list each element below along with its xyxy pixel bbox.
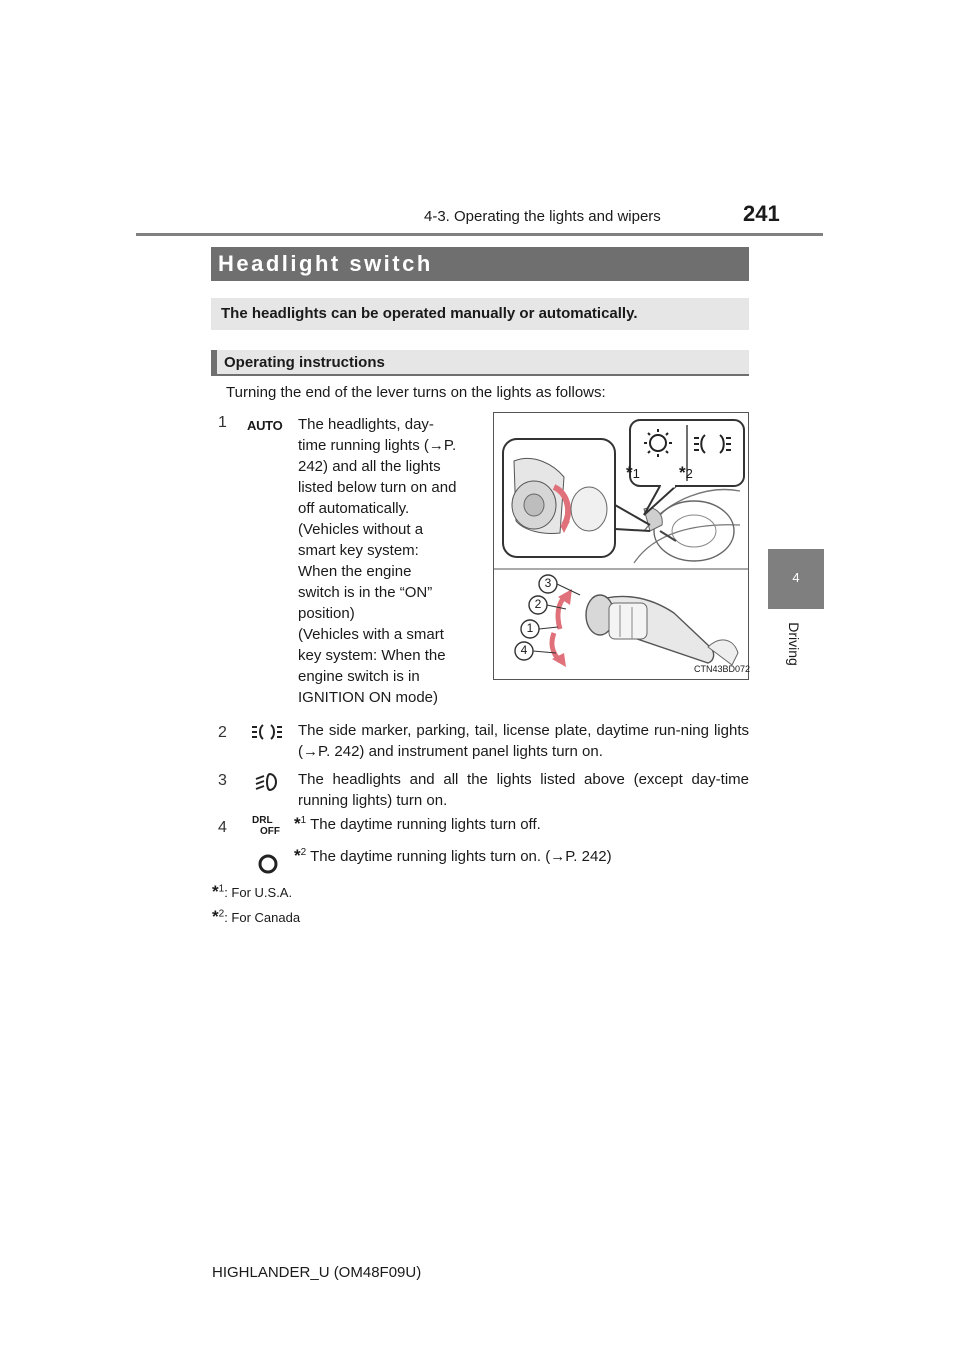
item-1-line: 242) and all the lights [298, 458, 441, 475]
position-label: 4 [520, 643, 528, 657]
item-1-line: time running lights (→P. [298, 437, 457, 454]
note-drl-off: *$^1$ The daytime running lights turn off. [294, 814, 541, 833]
intro-box [211, 298, 749, 330]
position-label: 1 [526, 621, 534, 635]
off-label: OFF [260, 826, 280, 837]
item-1-line: engine switch is in [298, 668, 420, 685]
headlight-icon [254, 771, 282, 798]
chapter-number: 4 [792, 570, 800, 585]
item-1-line: IGNITION ON mode) [298, 689, 439, 706]
item-1-text [298, 414, 478, 708]
position-label: 3 [544, 576, 552, 590]
chapter-tab [768, 549, 824, 609]
footnote-canada: *$^2$: For Canada [212, 907, 301, 926]
item-1-line: (Vehicles with a smart [298, 626, 444, 643]
note-drl-on: *$^2$ The daytime running lights turn on. (→P. 242) [294, 846, 612, 865]
item-number-2: 2 [218, 724, 227, 741]
item-2-text: The side marker, parking, tail, license plate, daytime run-ning lights (→P. 242) and instrument panel lights turn on. [298, 722, 749, 760]
item-1-line: position) [298, 605, 355, 622]
auto-icon: AUTO [247, 418, 283, 433]
header-rule [136, 233, 823, 236]
subheading-accent [211, 350, 217, 374]
item-3-text: The headlights and all the lights listed above (except day-time running lights) turn on. [298, 771, 749, 809]
callout-label-2: *2 [679, 463, 693, 482]
page-number: 241 [743, 201, 780, 226]
subheading-bar [211, 350, 749, 376]
intro-text: The headlights can be operated manually or automatically. [221, 305, 638, 322]
drl-label: DRL [252, 815, 273, 826]
item-1-line: switch is in the “ON” [298, 584, 433, 601]
item-1-line: listed below turn on and [298, 479, 457, 496]
drl-on-icon [257, 852, 281, 881]
item-number-1: 1 [218, 414, 227, 431]
item-1-line: key system: When the [298, 647, 446, 664]
footnote-usa: *$^1$: For U.S.A. [212, 882, 293, 901]
item-1-line: When the engine [298, 563, 412, 580]
item-1-line: smart key system: [298, 542, 419, 559]
item-number-4: 4 [218, 819, 227, 836]
chapter-label: Driving [786, 622, 802, 666]
position-label: 2 [534, 597, 542, 611]
figure-code: CTN43BD072 [694, 664, 751, 674]
item-1-line: (Vehicles without a [298, 521, 424, 538]
lever-illustration [493, 412, 749, 680]
lead-text: Turning the end of the lever turns on the lights as follows: [226, 384, 606, 401]
lever-illustration-drawing [494, 413, 751, 679]
callout-label-1: *1 [626, 463, 640, 482]
subheading: Operating instructions [224, 354, 385, 371]
manual-code: HIGHLANDER_U (OM48F09U) [212, 1264, 422, 1281]
item-number-3: 3 [218, 772, 227, 789]
parking-lights-icon [250, 722, 284, 747]
item-1-line: off automatically. [298, 500, 410, 517]
title-bar [211, 247, 749, 281]
page-title: Headlight switch [218, 251, 433, 276]
item-1-line: The headlights, day- [298, 416, 434, 433]
drl-off-icon [250, 815, 284, 841]
section-heading: 4-3. Operating the lights and wipers [424, 208, 661, 225]
